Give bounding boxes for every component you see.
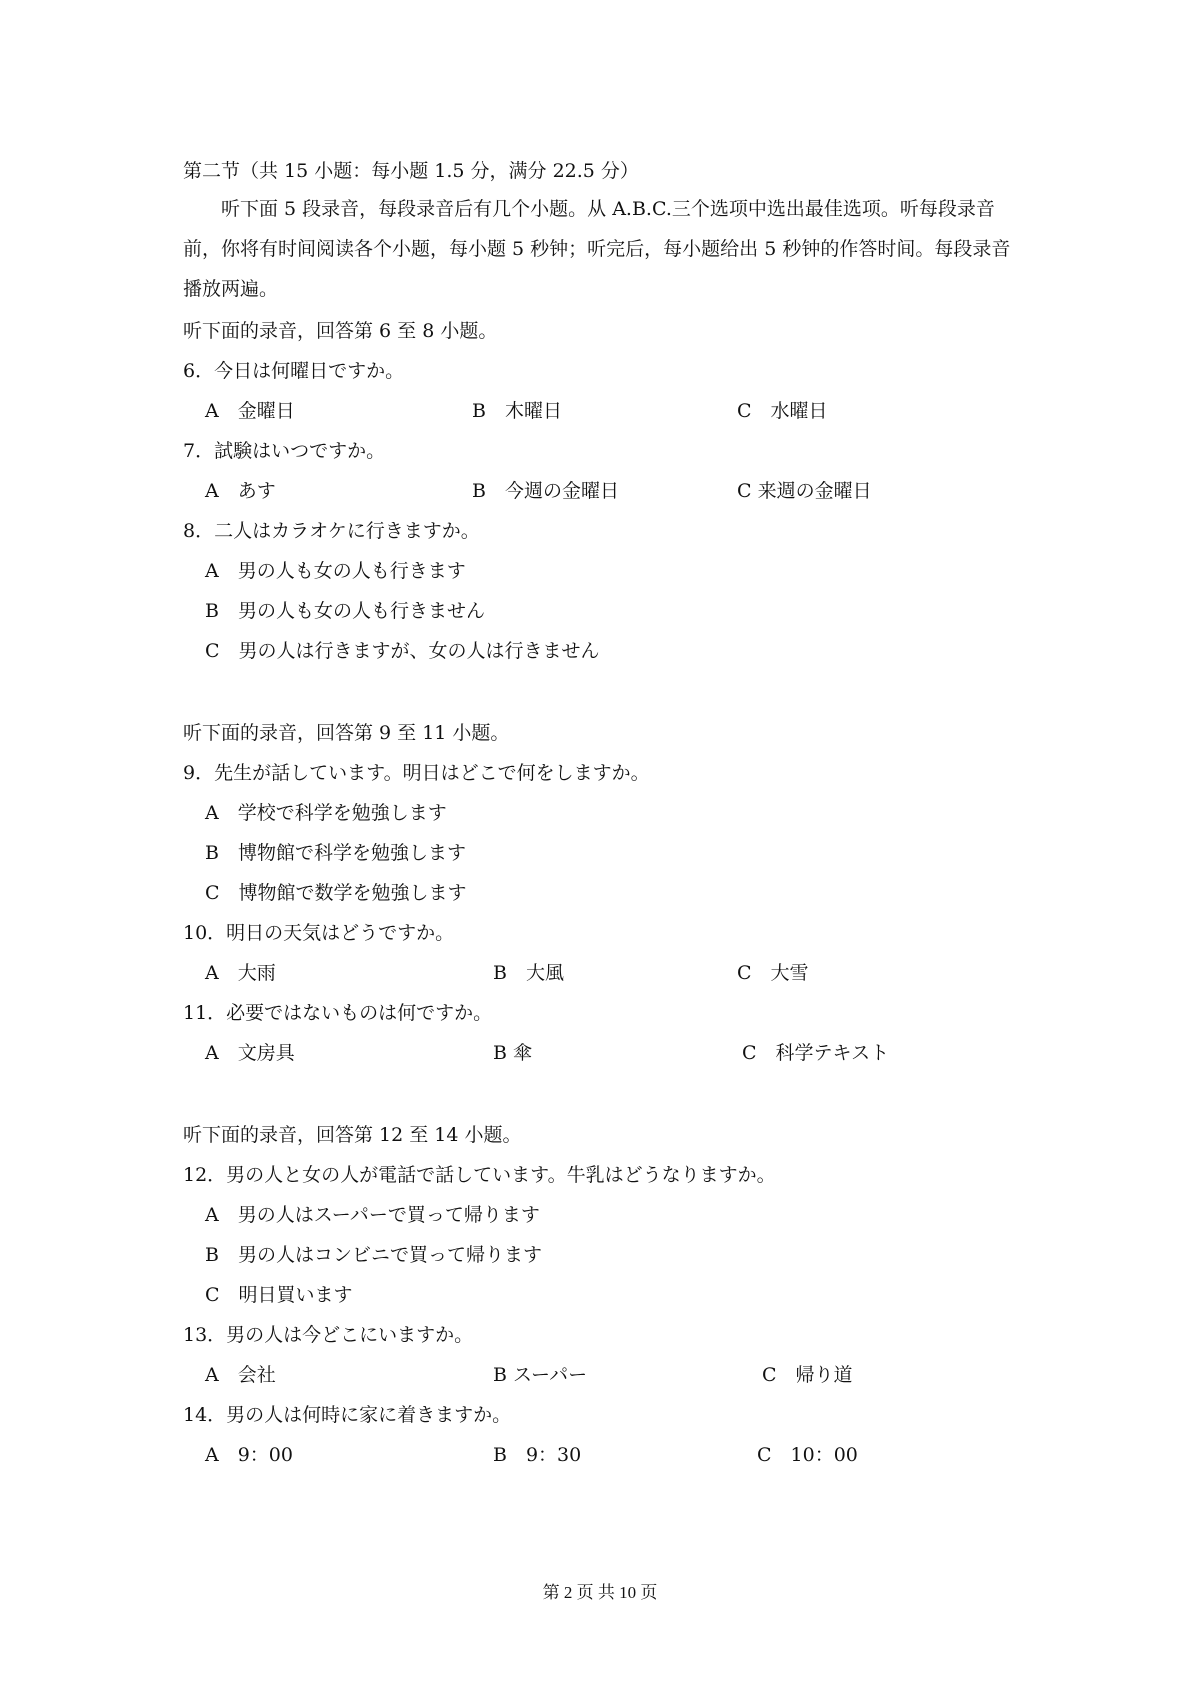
option-c: C 男の人は行きますが、女の人は行きません — [205, 640, 600, 662]
question-text: 6．今日は何曜日ですか。 — [183, 360, 405, 382]
option-a: A 学校で科学を勉強します — [205, 802, 447, 824]
option-c: C 10：00 — [757, 1444, 858, 1466]
question-text: 12．男の人と女の人が電話で話しています。牛乳はどうなりますか。 — [183, 1164, 776, 1186]
instructions-paragraph: 听下面 5 段录音，每段录音后有几个小题。从 A.B.C.三个选项中选出最佳选项。听每段录音前，你将有时间阅读各个小题，每小题 5 秒钟；听完后，每小题给出 5 秒钟的作答时间。每段录音播放两遍。 — [183, 198, 1011, 300]
question-text: 10．明日の天気はどうですか。 — [183, 922, 455, 944]
option-b: B 木曜日 — [472, 400, 562, 422]
section-header: 第二节（共 15 小题：每小题 1.5 分，满分 22.5 分） — [183, 160, 639, 182]
option-c: C 帰り道 — [762, 1364, 853, 1386]
option-b: B 傘 — [493, 1042, 533, 1064]
question-text: 9．先生が話しています。明日はどこで何をしますか。 — [183, 762, 650, 784]
option-c: C 来週の金曜日 — [737, 480, 872, 502]
option-a: A 9：00 — [205, 1444, 293, 1466]
option-a: A 会社 — [205, 1364, 276, 1386]
option-c: C 科学テキスト — [742, 1042, 890, 1064]
option-b: B 大風 — [493, 962, 564, 984]
option-a: A 大雨 — [205, 962, 276, 984]
option-b: B 今週の金曜日 — [472, 480, 619, 502]
question-text: 13．男の人は今どこにいますか。 — [183, 1324, 474, 1346]
option-a: A 文房具 — [205, 1042, 295, 1064]
option-a: A 男の人も女の人も行きます — [205, 560, 466, 582]
option-b: B 男の人はコンビニで買って帰ります — [205, 1244, 542, 1266]
group-intro: 听下面的录音，回答第 9 至 11 小题。 — [183, 722, 510, 744]
option-a: A 男の人はスーパーで買って帰ります — [205, 1204, 540, 1226]
group-intro: 听下面的录音，回答第 6 至 8 小题。 — [183, 320, 498, 342]
question-text: 7．試験はいつですか。 — [183, 440, 386, 462]
group-intro: 听下面的录音，回答第 12 至 14 小题。 — [183, 1124, 522, 1146]
option-c: C 大雪 — [737, 962, 809, 984]
option-a: A あす — [205, 480, 276, 502]
option-b: B スーパー — [493, 1364, 588, 1386]
question-text: 11．必要ではないものは何ですか。 — [183, 1002, 493, 1024]
option-b: B 博物館で科学を勉強します — [205, 842, 466, 864]
question-text: 14．男の人は何時に家に着きますか。 — [183, 1404, 512, 1426]
option-c: C 博物館で数学を勉強します — [205, 882, 467, 904]
option-c: C 水曜日 — [737, 400, 828, 422]
option-a: A 金曜日 — [205, 400, 295, 422]
page-footer: 第 2 页 共 10 页 — [542, 1583, 658, 1602]
question-text: 8．二人はカラオケに行きますか。 — [183, 520, 480, 542]
option-b: B 男の人も女の人も行きません — [205, 600, 485, 622]
option-c: C 明日買います — [205, 1284, 353, 1306]
option-b: B 9：30 — [493, 1444, 582, 1466]
